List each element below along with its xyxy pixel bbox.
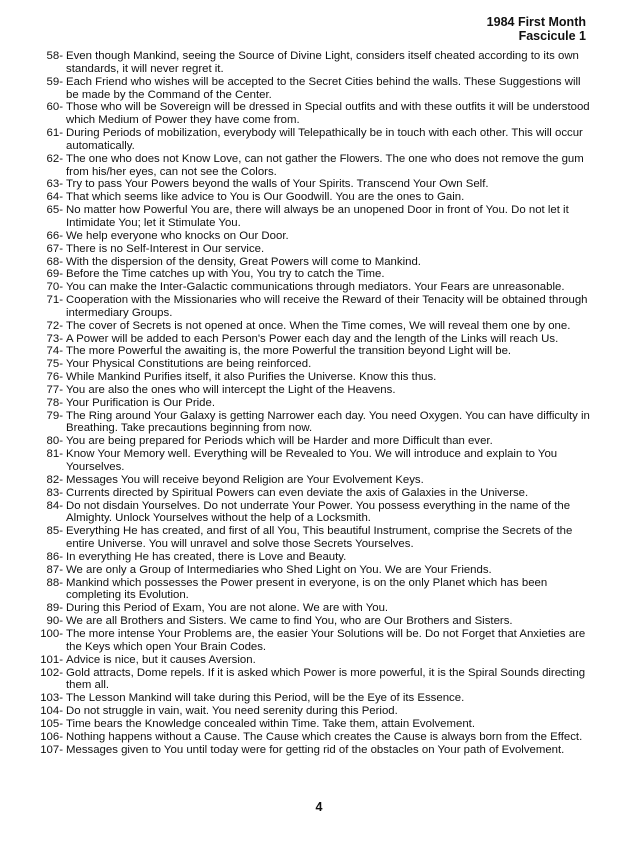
header-fascicule: Fascicule 1 <box>518 29 586 43</box>
message-text: You can make the Inter-Galactic communications through mediators. Your Fears are unreasonable. <box>66 281 565 294</box>
message-number: 62- <box>46 152 63 165</box>
message-number: 87- <box>46 563 63 576</box>
message-text: With the dispersion of the density, Great Powers will come to Mankind. <box>66 255 421 268</box>
message-number: 86- <box>46 550 63 563</box>
message-item <box>8 153 592 179</box>
message-text: Messages given to You until today were for getting rid of the obstacles on Your path of Evolvement. <box>66 743 565 756</box>
message-number: 104- <box>40 705 63 718</box>
message-number: 81- <box>46 448 63 461</box>
message-number: 88- <box>46 576 63 589</box>
message-number: 105- <box>40 717 63 730</box>
message-number: 67- <box>46 242 63 255</box>
message-text: You are also the ones who will intercept the Light of the Heavens. <box>66 383 396 396</box>
message-item <box>8 718 592 731</box>
message-item <box>8 615 592 628</box>
message-number: 83- <box>46 486 63 499</box>
message-item <box>8 358 592 371</box>
message-item <box>8 320 592 333</box>
message-item <box>8 268 592 281</box>
message-text: Messages You will receive beyond Religion are Your Evolvement Keys. <box>66 473 424 486</box>
message-text: Advice is nice, but it causes Aversion. <box>66 653 256 666</box>
message-text: Know Your Memory well. Everything will be Revealed to You. We will introduce and explain to You Yourselves. <box>66 448 558 473</box>
message-text: During this Period of Exam, You are not alone. We are with You. <box>66 602 389 615</box>
message-item <box>8 628 592 654</box>
message-item <box>8 692 592 705</box>
header-date: 1984 First Month <box>486 15 586 29</box>
message-number: 58- <box>46 50 63 62</box>
message-item <box>8 178 592 191</box>
message-item <box>8 384 592 397</box>
message-number: 74- <box>46 345 63 358</box>
message-item <box>8 654 592 667</box>
message-item <box>8 744 592 757</box>
message-number: 107- <box>40 743 63 756</box>
message-number: 70- <box>46 281 63 294</box>
message-number: 65- <box>46 204 63 217</box>
message-number: 84- <box>46 499 63 512</box>
message-item <box>8 243 592 256</box>
message-number: 75- <box>46 358 63 371</box>
message-item <box>8 76 592 102</box>
message-item <box>8 731 592 744</box>
message-number: 63- <box>46 178 63 191</box>
message-text: No matter how Powerful You are, there will always be an unopened Door in front of You. Do not let it Intimidate You; let it Stimulate You. <box>66 204 569 229</box>
message-item <box>8 191 592 204</box>
message-text: The Ring around Your Galaxy is getting Narrower each day. You need Oxygen. You can have difficulty in Breathing. Take precautions beginning from now. <box>66 409 590 435</box>
message-text: Cooperation with the Missionaries who will receive the Reward of their Tenacity will be obtained through intermediary Groups. <box>66 294 588 319</box>
message-number: 78- <box>46 396 63 409</box>
message-text: We are all Brothers and Sisters. We came to find You, who are Our Brothers and Sisters. <box>66 615 513 628</box>
message-number: 100- <box>40 627 63 640</box>
page-header <box>487 15 586 43</box>
message-number: 90- <box>46 615 63 628</box>
message-text: Your Purification is Our Pride. <box>66 396 215 409</box>
message-text: Try to pass Your Powers beyond the walls of Your Spirits. Transcend Your Own Self. <box>66 178 489 191</box>
message-item <box>8 448 592 474</box>
message-item <box>8 256 592 269</box>
message-number: 66- <box>46 229 63 242</box>
message-item <box>8 525 592 551</box>
message-number: 73- <box>46 332 63 345</box>
page-number: 4 <box>315 800 323 814</box>
message-number: 77- <box>46 383 63 396</box>
message-text: Each Friend who wishes will be accepted to the Secret Cities behind the walls. These Suggestions will be made by the Command of the Center. <box>66 75 581 101</box>
message-item <box>8 371 592 384</box>
message-item <box>8 474 592 487</box>
message-item <box>8 397 592 410</box>
message-item <box>8 50 592 76</box>
message-item <box>8 551 592 564</box>
message-item <box>8 230 592 243</box>
message-text: Even though Mankind, seeing the Source of Divine Light, considers itself cheated according to its own standards, it will never regret it. <box>66 50 579 75</box>
message-text: Everything He has created, and first of all You, This beautiful Instrument, comprise the Secrets of the entire Universe. You will unravel and solve those Secrets Yourselves. <box>66 525 573 551</box>
message-number: 71- <box>46 294 63 307</box>
message-number: 60- <box>46 101 63 114</box>
message-text: You are being prepared for Periods which will be Harder and more Difficult than ever. <box>66 435 493 448</box>
message-number: 82- <box>46 473 63 486</box>
message-number: 68- <box>46 255 63 268</box>
message-item <box>8 487 592 500</box>
message-list <box>8 50 592 756</box>
message-text: That which seems like advice to You is Our Goodwill. You are the ones to Gain. <box>66 191 465 204</box>
message-number: 64- <box>46 191 63 204</box>
message-text: We are only a Group of Intermediaries who Shed Light on You. We are Your Friends. <box>66 563 492 576</box>
message-number: 101- <box>40 653 63 666</box>
message-text: In everything He has created, there is Love and Beauty. <box>66 550 347 563</box>
message-number: 59- <box>46 75 63 88</box>
message-item <box>8 500 592 526</box>
message-item <box>8 577 592 603</box>
message-number: 76- <box>46 371 63 384</box>
message-text: Before the Time catches up with You, You try to catch the Time. <box>66 268 385 281</box>
message-text: Those who will be Sovereign will be dressed in Special outfits and with these outfits it will be understood which Medium of Power they have come from. <box>66 101 590 127</box>
message-number: 61- <box>46 127 63 140</box>
message-text: The one who does not Know Love, can not gather the Flowers. The one who does not remove the gum from his/her eyes, can not see the Colors. <box>66 152 584 178</box>
message-text: Time bears the Knowledge concealed within Time. Take them, attain Evolvement. <box>66 717 476 730</box>
message-text: Nothing happens without a Cause. The Cause which creates the Cause is always born from the Effect. <box>66 730 583 743</box>
message-text: There is no Self-Interest in Our service. <box>66 242 265 255</box>
message-number: 103- <box>40 692 63 705</box>
message-item <box>8 204 592 230</box>
message-item <box>8 435 592 448</box>
message-text: During Periods of mobilization, everybody will Telepathically be in touch with each other. This will occur automatically. <box>66 127 583 152</box>
message-text: Do not disdain Yourselves. Do not underrate Your Power. You possess everything in the name of the Almighty. Unlock Yourselves without the help of a Locksmith. <box>66 499 571 525</box>
message-item <box>8 345 592 358</box>
message-item <box>8 705 592 718</box>
message-number: 72- <box>46 319 63 332</box>
message-text: Mankind which possesses the Power present in everyone, is on the only Planet which has been completing its Evolution. <box>66 576 548 602</box>
message-text: Gold attracts, Dome repels. If it is asked which Power is more powerful, it is the Spiral Sounds directing them all. <box>66 666 586 692</box>
message-number: 85- <box>46 525 63 538</box>
message-text: The more Powerful the awaiting is, the more Powerful the transition beyond Light will be. <box>66 345 512 358</box>
message-text: The more intense Your Problems are, the easier Your Solutions will be. Do not Forget that Anxieties are the Keys which open Your Brain Codes. <box>66 627 586 653</box>
message-item <box>8 127 592 153</box>
message-text: Your Physical Constitutions are being reinforced. <box>66 358 312 371</box>
message-number: 89- <box>46 602 63 615</box>
message-text: The cover of Secrets is not opened at once. When the Time comes, We will reveal them one by one. <box>66 319 571 332</box>
message-item <box>8 333 592 346</box>
message-item <box>8 294 592 320</box>
message-number: 69- <box>46 268 63 281</box>
message-text: A Power will be added to each Person's Power each day and the length of the Links will reach Us. <box>66 332 559 345</box>
message-item <box>8 410 592 436</box>
message-item <box>8 602 592 615</box>
message-text: Do not struggle in vain, wait. You need serenity during this Period. <box>66 705 398 718</box>
message-number: 80- <box>46 435 63 448</box>
message-number: 102- <box>40 666 63 679</box>
message-number: 106- <box>40 730 63 743</box>
message-item <box>8 564 592 577</box>
message-number: 79- <box>46 409 63 422</box>
message-item <box>8 667 592 693</box>
message-text: Currents directed by Spiritual Powers can even deviate the axis of Galaxies in the Universe. <box>66 486 529 499</box>
message-item <box>8 101 592 127</box>
message-text: We help everyone who knocks on Our Door. <box>66 229 289 242</box>
message-text: While Mankind Purifies itself, it also Purifies the Universe. Know this thus. <box>66 371 437 384</box>
message-text: The Lesson Mankind will take during this Period, will be the Eye of its Essence. <box>66 692 465 705</box>
message-item <box>8 281 592 294</box>
